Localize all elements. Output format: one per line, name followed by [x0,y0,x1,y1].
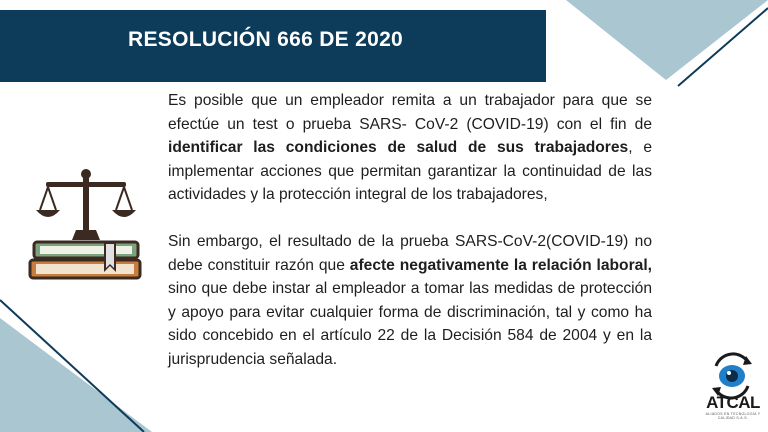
paragraph-2-bold: afecte negativamente la relación laboral, [349,256,652,274]
paragraph-1-text: Es posible que un empleador remita a un trabajador para que se efectúe un test o prueba SARS- CoV-2 (COVID-19) con el fin de [168,92,652,133]
body-text [168,89,652,371]
justice-books-icon [26,168,146,308]
paragraph-2-text-end: sino que debe instar al empleador a tomar las medidas de protección y apoyo para evitar cualquier forma de discriminación, tal y como ha sido concebido en el artículo 22 de la Decisión 584 de 2004 y en la jurisprudencia señalada. [168,280,652,368]
paragraph-1 [168,89,652,207]
paragraph-1-bold: identificar las condiciones de salud de sus trabajadores [168,139,629,156]
paragraph-2 [168,230,652,371]
paragraph-1-text-end: , e implementar acciones que permitan garantizar la continuidad de las actividades y la protección integral de los trabajadores, [168,139,652,203]
logo-tagline: ALIADOS EN TECNOLOGÍA Y CALIDAD S.A.S. [705,412,761,420]
books-icon [30,242,140,278]
logo-wordmark: ATCAL [706,393,760,412]
justice-scale-icon [36,169,136,240]
top-right-triangle [566,0,768,80]
page-title: RESOLUCIÓN 666 DE 2020 [128,28,404,51]
bottom-left-triangle [0,318,152,432]
paragraph-2-text: Sin embargo, el resultado de la prueba SARS-CoV-2(COVID-19) no debe constituir razón que [168,233,652,274]
